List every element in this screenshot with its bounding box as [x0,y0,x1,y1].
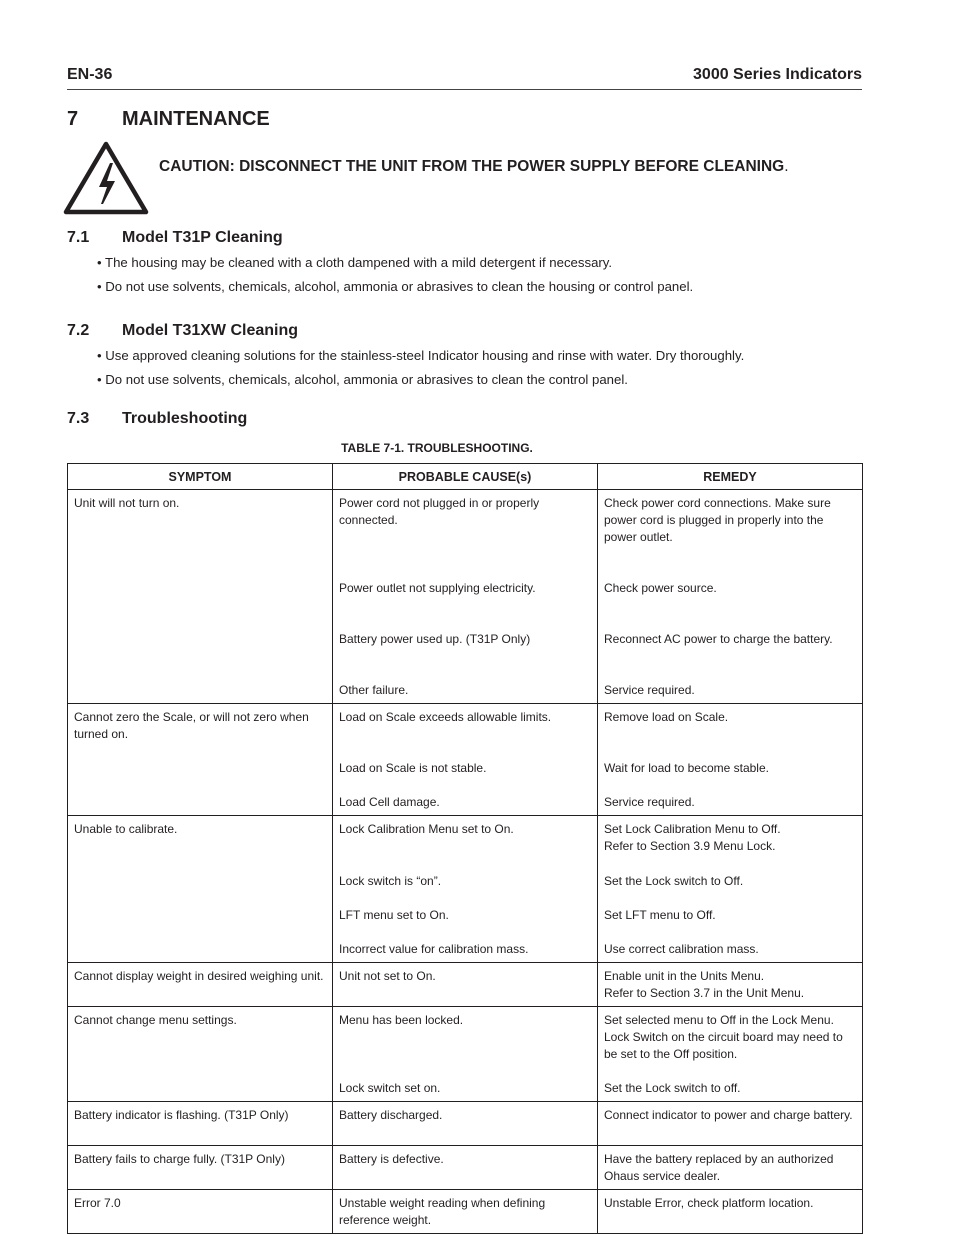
symptom-cell [68,1146,333,1190]
cause-item: Battery discharged. [339,1108,443,1122]
subsection-7-3-heading [67,410,247,428]
subsection-title: Model T31XW Cleaning [122,322,299,339]
remedy-cell [598,1007,863,1102]
remedy-item: Set the Lock switch to off. [604,1081,741,1095]
section-title: MAINTENANCE [122,108,270,130]
symptom-text: Cannot display weight in desired weighing unit. [74,969,324,983]
caution-text: CAUTION: DISCONNECT THE UNIT FROM THE POWER SUPPLY BEFORE CLEANING [159,158,785,175]
table-caption: TABLE 7-1. TROUBLESHOOTING. [341,441,533,455]
cause-cell [333,816,598,963]
cause-cell [333,490,598,704]
page-header [67,64,862,90]
remedy-item: Have the battery replaced by an authorized Ohaus service dealer. [604,1152,834,1183]
table-header-row [68,464,863,490]
cause-item: Lock Calibration Menu set to On. [339,822,514,836]
cause-item: Menu has been locked. [339,1013,464,1027]
subsection-title: Troubleshooting [122,410,248,427]
remedy-item: Set selected menu to Off in the Lock Menu. Lock Switch on the circuit board may need to be set to the Off position. [604,1013,843,1061]
symptom-text: Cannot zero the Scale, or will not zero when turned on. [74,710,309,741]
cause-item: Unit not set to On. [339,969,436,983]
table-row [68,1102,863,1146]
remedy-item: Service required. [604,683,695,697]
bullet-item: • Do not use solvents, chemicals, alcohol, ammonia or abrasives to clean the control panel. [97,372,628,387]
cause-item: Lock switch set on. [339,1081,441,1095]
bullet-item: • Do not use solvents, chemicals, alcohol, ammonia or abrasives to clean the housing or control panel. [97,279,694,294]
remedy-cell [598,490,863,704]
table-row [68,816,863,963]
column-header-symptom: SYMPTOM [68,464,333,490]
cause-item: Battery is defective. [339,1152,444,1166]
remedy-cell [598,816,863,963]
table-row [68,1007,863,1102]
cause-item: Power cord not plugged in or properly connected. [339,496,540,527]
remedy-cell [598,1146,863,1190]
column-header-remedy: REMEDY [598,464,863,490]
cause-item: Other failure. [339,683,409,697]
symptom-text: Error 7.0 [74,1196,121,1210]
subsection-number: 7.3 [67,410,90,427]
troubleshooting-table [67,463,863,1234]
symptom-text: Unable to calibrate. [74,822,178,836]
subsection-7-1-heading [67,229,283,247]
cause-item: Battery power used up. (T31P Only) [339,632,531,646]
cause-cell [333,1007,598,1102]
caution-notice [159,158,789,176]
remedy-item: Check power cord connections. Make sure power cord is plugged in properly into the power outlet. [604,496,831,544]
electrical-hazard-icon [63,141,149,215]
remedy-item: Connect indicator to power and charge battery. [604,1108,853,1122]
remedy-item: Check power source. [604,581,717,595]
cause-item: Unstable weight reading when defining reference weight. [339,1196,546,1227]
remedy-item: Set LFT menu to Off. [604,908,716,922]
cause-cell [333,1190,598,1234]
bullet-item: • The housing may be cleaned with a cloth dampened with a mild detergent if necessary. [97,255,613,270]
section-number: 7 [67,108,79,130]
column-header-cause: PROBABLE CAUSE(s) [333,464,598,490]
symptom-cell [68,816,333,963]
symptom-cell [68,1190,333,1234]
cause-cell [333,1146,598,1190]
bullet-item: • Use approved cleaning solutions for the stainless-steel Indicator housing and rinse with water. Dry thoroughly. [97,348,745,363]
table-row [68,704,863,816]
subsection-number: 7.1 [67,229,90,246]
remedy-cell [598,704,863,816]
remedy-item: Enable unit in the Units Menu. Refer to Section 3.7 in the Unit Menu. [604,969,805,1000]
subsection-number: 7.2 [67,322,90,339]
remedy-item: Set Lock Calibration Menu to Off. Refer to Section 3.9 Menu Lock. [604,822,781,853]
cause-item: Lock switch is “on”. [339,874,442,888]
subsection-title: Model T31P Cleaning [122,229,283,246]
remedy-item: Reconnect AC power to charge the battery. [604,632,833,646]
symptom-cell [68,1007,333,1102]
remedy-item: Remove load on Scale. [604,710,729,724]
cause-item: LFT menu set to On. [339,908,449,922]
remedy-item: Wait for load to become stable. [604,761,769,775]
symptom-cell [68,963,333,1007]
remedy-item: Unstable Error, check platform location. [604,1196,814,1210]
document-title: 3000 Series Indicators [693,66,862,83]
cause-cell [333,963,598,1007]
section-heading [67,108,270,131]
cause-cell [333,704,598,816]
subsection-7-2-heading [67,322,298,340]
remedy-cell [598,963,863,1007]
remedy-cell [598,1190,863,1234]
cause-item: Load on Scale exceeds allowable limits. [339,710,552,724]
cause-item: Incorrect value for calibration mass. [339,942,529,956]
symptom-cell [68,490,333,704]
table-row [68,490,863,704]
symptom-cell [68,704,333,816]
cause-cell [333,1102,598,1146]
symptom-text: Battery indicator is flashing. (T31P Only) [74,1108,289,1122]
symptom-text: Battery fails to charge fully. (T31P Only) [74,1152,285,1166]
table-row [68,1146,863,1190]
symptom-text: Cannot change menu settings. [74,1013,237,1027]
remedy-item: Use correct calibration mass. [604,942,759,956]
symptom-cell [68,1102,333,1146]
cause-item: Load on Scale is not stable. [339,761,487,775]
page-label: EN-36 [67,66,113,83]
caution-period: . [784,158,789,175]
table-body [68,490,863,1234]
remedy-item: Set the Lock switch to Off. [604,874,744,888]
table-row [68,1190,863,1234]
cause-item: Load Cell damage. [339,795,440,809]
symptom-text: Unit will not turn on. [74,496,180,510]
remedy-cell [598,1102,863,1146]
cause-item: Power outlet not supplying electricity. [339,581,536,595]
table-row [68,963,863,1007]
remedy-item: Service required. [604,795,695,809]
